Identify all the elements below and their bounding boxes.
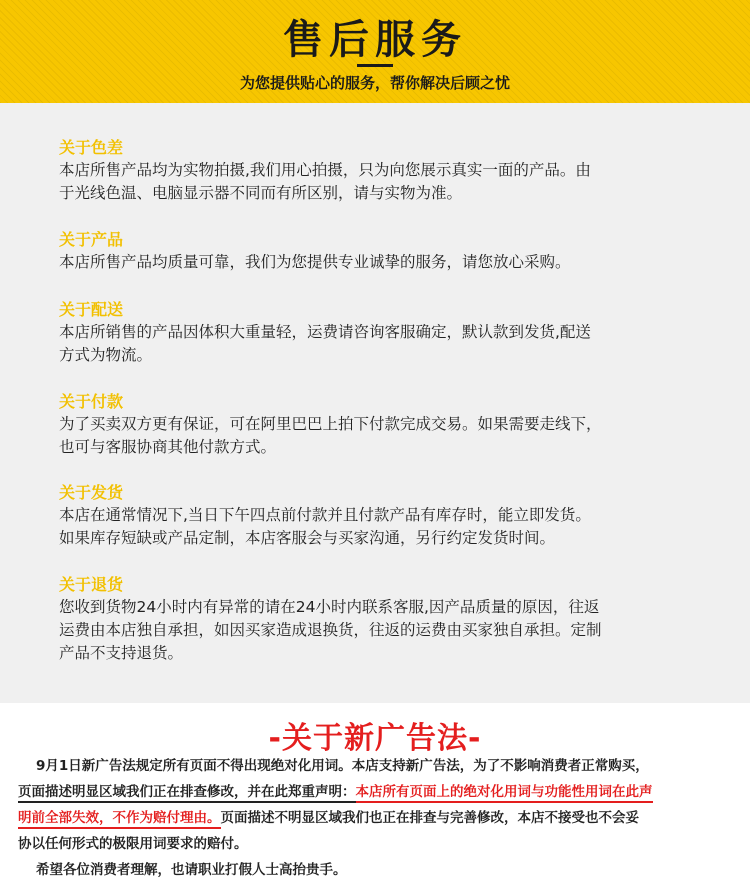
section-line: 为了买卖双方更有保证，可在阿里巴巴上拍下付款完成交易。如果需要走线下， (59, 415, 602, 433)
section-line: 方式为物流。 (59, 346, 153, 364)
page-subtitle: 为您提供贴心的服务，帮你解决后顾之忧 (239, 74, 510, 92)
notice-text: 9月1日新广告法规定所有页面不得出现绝对化用词。本店支持新广告法，为了不影响消费者正常购买， (36, 758, 649, 774)
title-divider (357, 64, 393, 67)
section-title: 关于色差 (59, 138, 124, 157)
notice-body (18, 753, 734, 883)
section-returns (59, 574, 699, 665)
section-line: 于光线色温、电脑显示器不同而有所区别，请与实物为准。 (59, 184, 463, 202)
notice-text: 希望各位消费者理解，也请职业打假人士高抬贵手。 (36, 862, 347, 878)
ad-law-notice (0, 703, 750, 895)
notice-line (18, 857, 734, 883)
notice-line (18, 831, 734, 857)
notice-highlight: 本店所有页面上的绝对化用词与功能性用词在此声 (356, 784, 653, 803)
section-line: 本店所售产品均为实物拍摄,我们用心拍摄，只为向您展示真实一面的产品。由 (59, 161, 591, 179)
section-line: 产品不支持退货。 (59, 644, 184, 662)
section-shipping (59, 482, 699, 550)
section-line: 本店在通常情况下,当日下午四点前付款并且付款产品有库存时，能立即发货。 (59, 506, 591, 524)
section-title: 关于付款 (59, 392, 124, 411)
notice-line (18, 779, 734, 805)
section-title: 关于产品 (59, 230, 124, 249)
section-delivery (59, 299, 699, 367)
page-title: 售后服务 (283, 17, 467, 63)
section-payment (59, 391, 699, 459)
notice-line (18, 753, 734, 779)
notice-title: -关于新广告法- (268, 721, 482, 756)
notice-highlight: 明前全部失效，不作为赔付理由。 (18, 810, 221, 829)
header-banner (0, 0, 750, 103)
section-line: 本店所售产品均质量可靠，我们为您提供专业诚挚的服务，请您放心采购。 (59, 253, 571, 271)
notice-text: 页面描述明显区域我们正在排查修改，并在此郑重声明： (18, 784, 356, 803)
section-line: 运费由本店独自承担，如因买家造成退换货，往返的运费由买家独自承担。定制 (59, 621, 602, 639)
notice-line (18, 805, 734, 831)
section-title: 关于发货 (59, 483, 124, 502)
notice-text: 页面描述不明显区域我们也正在排查与完善修改，本店不接受也不会妥 (220, 810, 639, 826)
section-line: 本店所销售的产品因体积大重量轻，运费请咨询客服确定，默认款到发货,配送 (59, 323, 591, 341)
section-title: 关于退货 (59, 575, 124, 594)
section-title: 关于配送 (59, 300, 124, 319)
section-product (59, 229, 699, 274)
section-line: 也可与客服协商其他付款方式。 (59, 438, 277, 456)
service-sections (0, 103, 750, 703)
section-line: 您收到货物24小时内有异常的请在24小时内联系客服,因产品质量的原因，往返 (59, 598, 600, 616)
notice-text: 协以任何形式的极限用词要求的赔付。 (18, 836, 248, 852)
section-line: 如果库存短缺或产品定制，本店客服会与买家沟通，另行约定发货时间。 (59, 529, 556, 547)
section-color-difference (59, 137, 699, 205)
